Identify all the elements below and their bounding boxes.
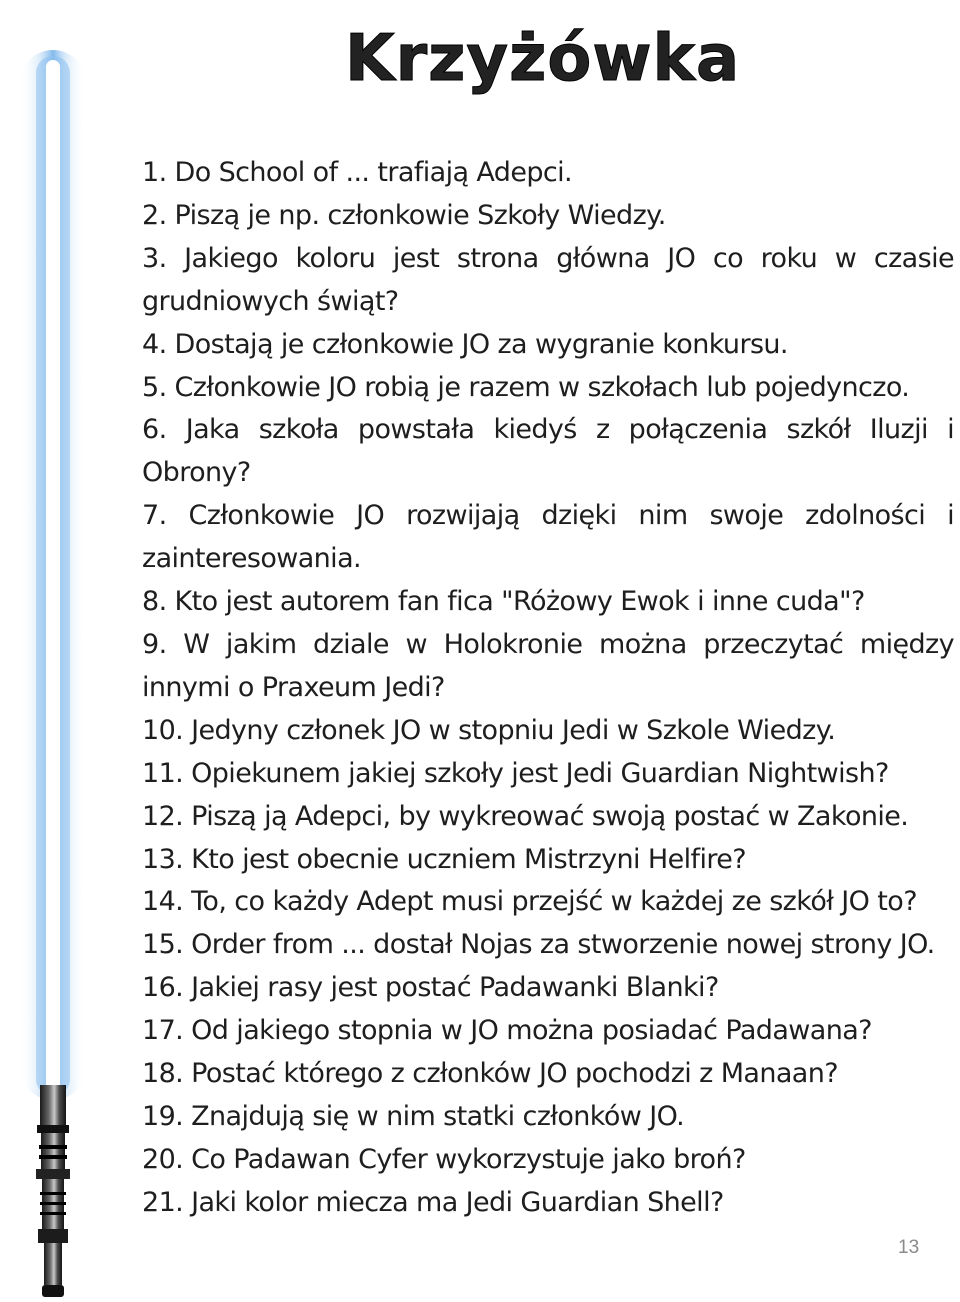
question-item: 5. Członkowie JO robią je razem w szkołach lub pojedynczo. (142, 371, 910, 403)
question-item: 2. Piszą je np. członkowie Szkoły Wiedzy. (142, 199, 666, 231)
question-item: 6. Jaka szkoła powstała kiedyś z połączenia szkół Iluzji i Obrony? (142, 414, 954, 489)
question-item: 9. W jakim dziale w Holokronie można przeczytać między innymi o Praxeum Jedi? (142, 628, 954, 703)
page-number: 13 (898, 1237, 920, 1258)
page-title: Krzyżówka (345, 22, 741, 96)
question-item: 10. Jedyny członek JO w stopniu Jedi w Szkole Wiedzy. (142, 714, 836, 746)
question-item: 21. Jaki kolor miecza ma Jedi Guardian Shell? (142, 1186, 724, 1218)
question-item: 15. Order from ... dostał Nojas za stworzenie nowej strony JO. (142, 929, 935, 961)
question-item: 4. Dostają je członkowie JO za wygranie konkursu. (142, 328, 788, 360)
question-item: 8. Kto jest autorem fan fica "Różowy Ewok i inne cuda"? (142, 586, 865, 618)
question-item: 19. Znajdują się w nim statki członków JO. (142, 1100, 685, 1132)
question-item: 12. Piszą ją Adepci, by wykreować swoją postać w Zakonie. (142, 800, 909, 832)
question-item: 13. Kto jest obecnie uczniem Mistrzyni Helfire? (142, 843, 746, 875)
question-item: 20. Co Padawan Cyfer wykorzystuje jako broń? (142, 1143, 746, 1175)
saber-hilt (36, 1085, 70, 1297)
question-item: 17. Od jakiego stopnia w JO można posiadać Padawana? (142, 1015, 872, 1047)
question-item: 18. Postać którego z członków JO pochodzi z Manaan? (142, 1058, 838, 1090)
lightsaber-illustration (0, 0, 120, 1302)
question-item: 16. Jakiej rasy jest postać Padawanki Blanki? (142, 972, 719, 1004)
question-item: 11. Opiekunem jakiej szkoły jest Jedi Guardian Nightwish? (142, 757, 889, 789)
crossword-questions-list (142, 152, 954, 1225)
question-item: 1. Do School of ... trafiają Adepci. (142, 157, 573, 188)
question-item: 7. Członkowie JO rozwijają dzięki nim swoje zdolności i zainteresowania. (142, 500, 954, 575)
saber-blade-core (46, 60, 60, 1095)
question-item: 3. Jakiego koloru jest strona główna JO co roku w czasie grudniowych świąt? (142, 242, 954, 317)
question-item: 14. To, co każdy Adept musi przejść w każdej ze szkół JO to? (142, 886, 917, 918)
